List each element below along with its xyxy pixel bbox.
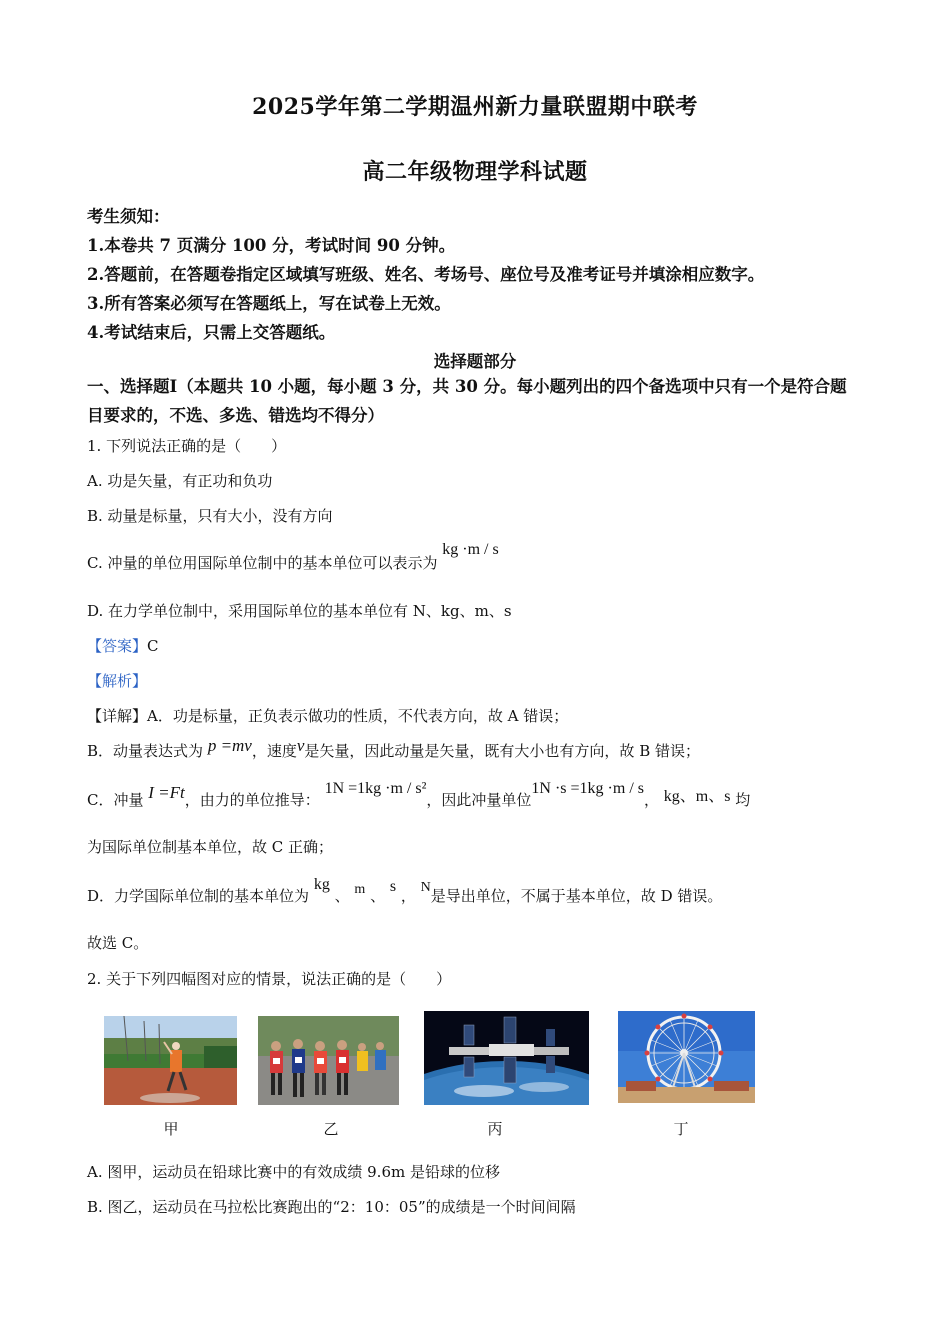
section-heading: 一、选择题Ⅰ（本题共 10 小题，每小题 3 分，共 30 分。每小题列出的四个备选项中只有一个是符合题目要求的，不选、多选、错选均不得分） — [87, 377, 847, 425]
velocity-symbol: v — [296, 736, 305, 755]
impulse-unit: 1N ·s =1kg ·m / s — [531, 780, 644, 797]
caption-jia: 甲 — [163, 1120, 179, 1138]
detail-a-text: A．功是标量，正负表示做功的性质，不代表方向，故 A 错误； — [147, 707, 569, 725]
analysis-tag: 【解析】 — [87, 672, 148, 690]
q1-option-a: A. 功是矢量，有正功和负功 — [87, 472, 273, 490]
q1-stem: 1. 下列说法正确的是（ ） — [87, 437, 287, 455]
q2-stem: 2. 关于下列四幅图对应的情景，说法正确的是（ ） — [87, 970, 452, 988]
q2-option-a: A. 图甲，运动员在铅球比赛中的有效成绩 9.6m 是铅球的位移 — [87, 1163, 500, 1181]
caption-bing: 丙 — [487, 1120, 503, 1138]
momentum-formula: p =mv — [207, 736, 252, 755]
exam-title: 2025学年第二学期温州新力量联盟期中联考 — [252, 94, 698, 120]
q2-option-b: B. 图乙，运动员在马拉松比赛跑出的“2：10：05”的成绩是一个时间间隔 — [87, 1198, 576, 1216]
separator: 、 — [370, 887, 386, 905]
unit-N: N — [420, 880, 431, 895]
detail-b-text-2: ，速度 — [251, 742, 297, 760]
q1-option-c — [87, 541, 890, 573]
detail-c-text-4: ， — [643, 791, 659, 809]
separator: 、 — [334, 887, 350, 905]
q1-answer — [87, 635, 890, 656]
q1-detail-b — [87, 736, 890, 761]
q1-detail-c-cont: 为国际单位制基本单位，故 C 正确； — [87, 838, 334, 856]
space-station-photo — [424, 1011, 589, 1105]
marathon-photo — [258, 1016, 399, 1105]
detail-b-text: B．动量表达式为 — [87, 742, 204, 760]
q1-option-c-unit: kg ·m / s — [442, 541, 499, 558]
answer-value: C — [147, 637, 159, 655]
detail-d-text: D．力学国际单位制的基本单位为 — [87, 887, 310, 905]
detail-c-text: C．冲量 — [87, 791, 144, 809]
detail-tag: 【详解】 — [87, 707, 148, 725]
unit-s: s — [389, 878, 397, 895]
separator: ， — [400, 887, 416, 905]
answer-tag: 【答案】 — [87, 637, 148, 655]
caption-yi: 乙 — [323, 1120, 339, 1138]
detail-c-text-3: ，因此冲量单位 — [426, 791, 532, 809]
detail-b-text-3: 是矢量，因此动量是矢量，既有大小也有方向，故 B 错误； — [304, 742, 700, 760]
detail-c-text-5: 均 — [735, 791, 751, 809]
shot-put-photo — [104, 1016, 237, 1105]
newton-unit-derivation: 1N =1kg ·m / s² — [324, 780, 427, 797]
q1-option-c-text: C. 冲量的单位用国际单位制中的基本单位可以表示为 — [87, 554, 438, 572]
exam-subtitle: 高二年级物理学科试题 — [362, 159, 588, 185]
notice-item-1: 1.本卷共 7 页满分 100 分，考试时间 90 分钟。 — [87, 236, 456, 255]
detail-c-text-2: ，由力的单位推导： — [184, 791, 320, 809]
caption-ding: 丁 — [673, 1120, 689, 1138]
base-units: kg、m、s — [663, 788, 731, 805]
q1-detail-d — [87, 876, 890, 906]
q1-option-d: D. 在力学单位制中，采用国际单位的基本单位有 N、kg、m、s — [87, 602, 512, 620]
q1-detail-a — [87, 705, 890, 726]
detail-d-text-2: 是导出单位，不属于基本单位，故 D 错误。 — [430, 887, 723, 905]
q1-detail-c — [87, 780, 890, 810]
q1-option-b: B. 动量是标量，只有大小，没有方向 — [87, 507, 333, 525]
notice-heading: 考生须知： — [87, 207, 170, 226]
q1-conclusion: 故选 C。 — [87, 934, 149, 952]
notice-item-3: 3.所有答案必须写在答题纸上，写在试卷上无效。 — [87, 294, 451, 313]
unit-m: m — [354, 882, 366, 897]
part-title: 选择题部分 — [433, 352, 517, 371]
unit-kg: kg — [313, 876, 330, 893]
notice-item-4: 4.考试结束后，只需上交答题纸。 — [87, 323, 336, 342]
impulse-formula: I =Ft — [148, 783, 185, 802]
ferris-wheel-photo — [618, 1011, 755, 1103]
notice-item-2: 2.答题前，在答题卷指定区域填写班级、姓名、考场号、座位号及准考证号并填涂相应数字。 — [87, 265, 765, 284]
